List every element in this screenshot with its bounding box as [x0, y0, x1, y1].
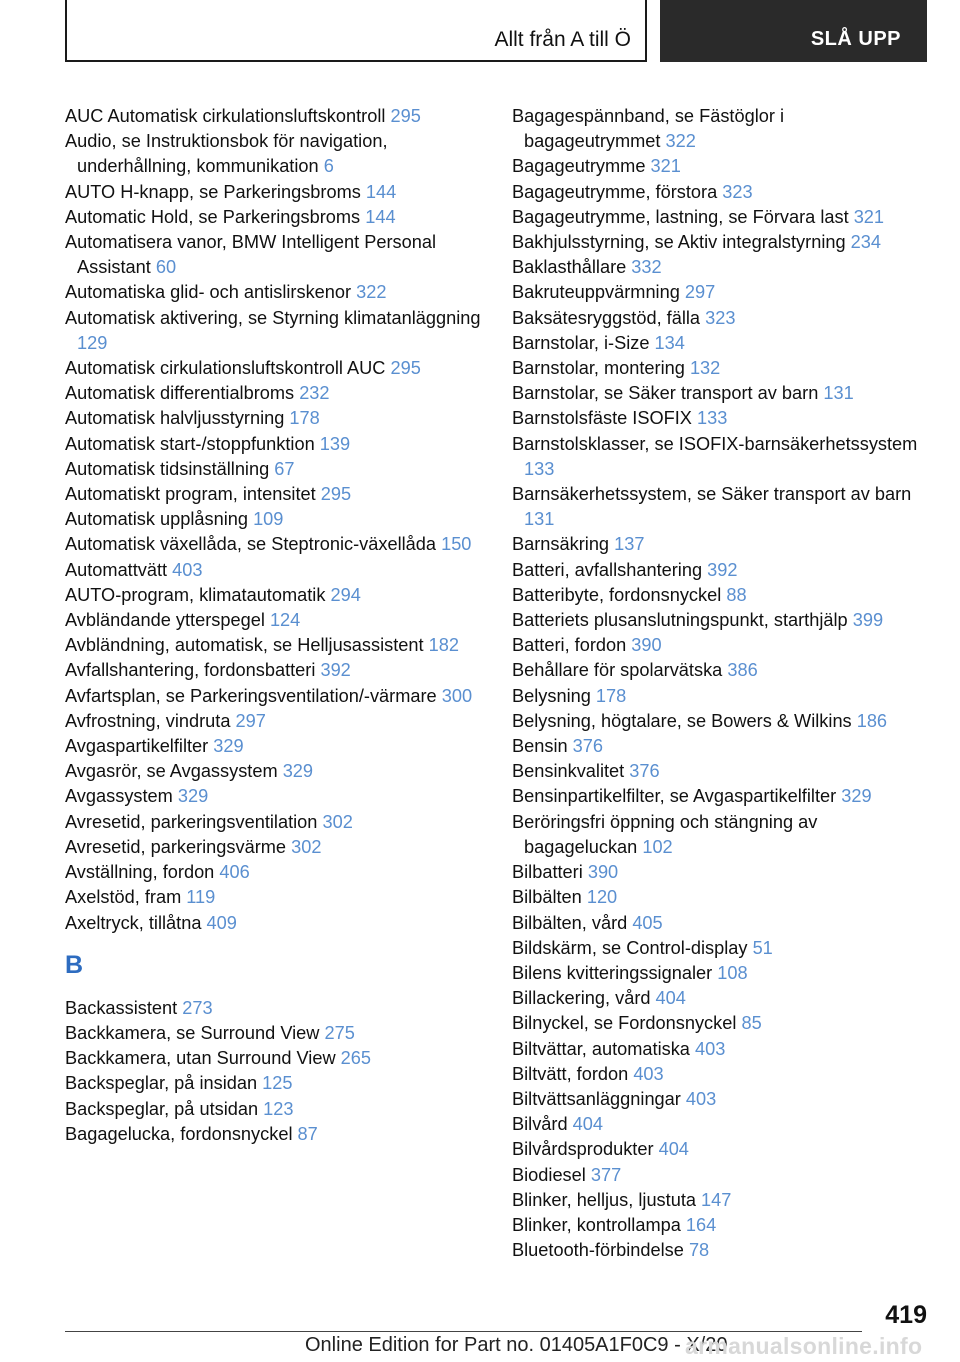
page-reference-link[interactable]: 321	[650, 156, 681, 177]
index-entry-text: Automatisk start-/stoppfunktion	[65, 433, 320, 454]
index-entry-text: Barnstolsklasser, se ISOFIX-barnsäkerhetssystem	[512, 433, 918, 454]
page-reference-link[interactable]: 131	[823, 383, 854, 404]
index-entry-text: Bilvård	[512, 1114, 573, 1135]
page-reference-link[interactable]: 297	[235, 710, 266, 731]
index-entry-text: Automatisk tidsinställning	[65, 458, 275, 479]
page-reference-link[interactable]: 51	[752, 937, 773, 958]
index-entry-text: AUTO H-knapp, se Parkeringsbroms	[65, 181, 366, 202]
page-reference-link[interactable]: 392	[707, 559, 738, 580]
index-entry-text: Bagageutrymme, lastning, se Förvara last	[512, 206, 854, 227]
index-entry-text: Avfallshantering, fordonsbatteri	[65, 660, 321, 681]
index-entry-text: Avfrostning, vindruta	[65, 710, 236, 731]
index-entry	[512, 684, 922, 709]
index-entry	[65, 406, 485, 431]
index-entry-text: Bensinpartikelfilter, se Avgaspartikelfilter	[512, 786, 842, 807]
index-entry	[65, 1046, 485, 1071]
page-reference-link[interactable]: 265	[340, 1048, 372, 1069]
index-entry	[512, 205, 922, 230]
index-entry-text: Bensin	[512, 736, 573, 757]
index-entry	[65, 180, 485, 205]
index-entry-text: Barnsäkring	[512, 534, 615, 555]
index-entry-text: Automattvätt	[65, 559, 173, 580]
page-reference-link[interactable]: 409	[206, 912, 237, 933]
page-reference-link[interactable]: 139	[319, 433, 351, 454]
index-entry-text: Bilnyckel, se Fordonsnyckel	[512, 1013, 742, 1034]
page-reference-link[interactable]: 108	[717, 962, 748, 983]
index-entry-text: Baklasthållare	[512, 257, 632, 278]
index-entry	[512, 356, 922, 381]
index-entry-text: Automatisk halvljusstyrning	[65, 408, 290, 429]
page-reference-link[interactable]: 390	[631, 635, 662, 656]
page-reference-link[interactable]: 406	[219, 862, 250, 883]
index-entry-text: Automatisk differentialbroms	[65, 383, 300, 404]
page-reference-link[interactable]: 302	[291, 836, 322, 857]
index-entry-text: Bilbälten, vård	[512, 912, 633, 933]
page-reference-link[interactable]: 297	[684, 282, 716, 303]
index-entry-text: Bagageutrymme, förstora	[512, 181, 723, 202]
page-reference-link[interactable]: 323	[705, 307, 736, 328]
index-entry	[512, 709, 922, 734]
index-entry	[512, 1213, 922, 1238]
page-reference-link[interactable]: 144	[365, 181, 397, 202]
page-reference-link[interactable]: 186	[856, 710, 888, 731]
page-reference-link[interactable]: 78	[688, 1240, 710, 1261]
index-entry	[512, 885, 922, 910]
index-entry-text: Biodiesel	[512, 1164, 591, 1185]
index-entry	[512, 1112, 922, 1137]
page-reference-link[interactable]: 125	[262, 1073, 293, 1094]
page-reference-link[interactable]: 404	[658, 1139, 689, 1160]
index-entry-text: Automatiska glid- och antislirskenor	[65, 282, 357, 303]
index-entry-text: Avgaspartikelfilter	[65, 736, 214, 757]
page-reference-link[interactable]: 67	[274, 458, 295, 479]
footer-divider	[65, 1331, 862, 1332]
index-entry	[65, 306, 485, 356]
edition-text: Online Edition for Part no. 01405A1F0C9 - X/20	[305, 1334, 728, 1356]
index-entry-text: Behållare för spolarvätska	[512, 660, 728, 681]
page-reference-link[interactable]: 132	[689, 358, 721, 379]
index-entry-text: Barnstolsfäste ISOFIX	[512, 408, 697, 429]
index-entry-text: Baksätesryggstöd, fälla	[512, 307, 706, 328]
index-entry-text: Avresetid, parkeringsvärme	[65, 836, 292, 857]
index-entry	[512, 1062, 922, 1087]
index-entry	[65, 784, 485, 809]
index-entry-text: Biltvättsanläggningar	[512, 1088, 686, 1109]
page-reference-link[interactable]: 404	[572, 1114, 604, 1135]
index-entry-text: Backassistent	[65, 997, 183, 1018]
index-entry-text: Bakruteuppvärmning	[512, 282, 685, 303]
index-entry	[512, 911, 922, 936]
page-reference-link[interactable]: 102	[642, 836, 673, 857]
index-entry-text: Audio, se Instruktionsbok för navigation, underhållning, kommunikation	[65, 131, 388, 177]
index-entry	[65, 129, 485, 179]
index-entry	[512, 331, 922, 356]
index-entry	[512, 860, 922, 885]
page-reference-link[interactable]: 150	[441, 534, 472, 555]
page-reference-link[interactable]: 275	[324, 1022, 355, 1043]
index-entry-text: Axelstöd, fram	[65, 887, 187, 908]
index-entry-text: AUC Automatisk cirkulationsluftskontroll	[65, 106, 391, 126]
index-entry	[512, 532, 922, 557]
index-entry	[65, 860, 485, 885]
chapter-tab[interactable]	[65, 0, 647, 62]
index-entry-text: AUTO-program, klimatautomatik	[65, 584, 331, 605]
index-entry	[65, 1021, 485, 1046]
index-entry-text: Bilvårdsprodukter	[512, 1139, 659, 1160]
index-entry-text: Backkamera, utan Surround View	[65, 1048, 341, 1069]
page-reference-link[interactable]: 376	[572, 736, 604, 757]
page-reference-link[interactable]: 295	[320, 484, 352, 505]
index-column-right	[512, 104, 922, 1263]
page-reference-link[interactable]: 164	[685, 1214, 717, 1235]
page-reference-link[interactable]: 131	[524, 509, 555, 530]
page-reference-link[interactable]: 405	[632, 912, 663, 933]
index-column-left	[65, 104, 485, 1147]
page-reference-link[interactable]: 129	[77, 332, 108, 353]
section-letter-b: B	[65, 950, 84, 979]
page-reference-link[interactable]: 119	[186, 887, 216, 908]
page-reference-link[interactable]: 133	[524, 458, 555, 479]
page-reference-link[interactable]: 322	[665, 131, 696, 152]
index-entry-text: Billackering, vård	[512, 988, 656, 1009]
page-reference-link[interactable]: 60	[155, 257, 177, 278]
index-entry	[65, 532, 485, 557]
index-entry	[65, 658, 485, 683]
page-reference-link[interactable]: 134	[654, 332, 685, 353]
page-reference-link[interactable]: 399	[852, 610, 884, 631]
page-reference-link[interactable]: 300	[441, 685, 473, 706]
lookup-tab-label: SLÅ UPP	[810, 28, 901, 50]
index-entry-text: Batteribyte, fordonsnyckel	[512, 584, 727, 605]
index-entry	[512, 154, 922, 179]
index-entry-text: Automatisk upplåsning	[65, 509, 254, 530]
index-entry-text: Backkamera, se Surround View	[65, 1022, 325, 1043]
index-entry	[65, 356, 485, 381]
index-entry	[65, 885, 485, 910]
index-entry	[65, 205, 485, 230]
index-entry-text: Avbländning, automatisk, se Helljusassistent	[65, 635, 429, 656]
page-reference-link[interactable]: 329	[841, 786, 872, 807]
index-entry	[512, 255, 922, 280]
page-reference-link[interactable]: 123	[263, 1098, 294, 1119]
page-reference-link[interactable]: 133	[696, 408, 728, 429]
index-entry	[65, 709, 485, 734]
index-entry	[65, 457, 485, 482]
index-entry	[65, 381, 485, 406]
index-entry	[512, 482, 922, 532]
index-entry-text: Backspeglar, på insidan	[65, 1073, 263, 1094]
index-entry-text: Bilens kvitteringssignaler	[512, 962, 718, 983]
index-entries-b	[65, 996, 485, 1147]
index-entry	[512, 1011, 922, 1036]
page-reference-link[interactable]: 147	[701, 1189, 732, 1210]
index-entry-text: Automatic Hold, se Parkeringsbroms	[65, 206, 366, 227]
index-entry-text: Bilbatteri	[512, 862, 588, 883]
watermark: armanualsonline.info	[685, 1333, 923, 1359]
index-entry	[65, 996, 485, 1021]
index-entry-text: Batteriets plusanslutningspunkt, starthjälp	[512, 610, 853, 631]
index-entry	[65, 633, 485, 658]
lookup-tab[interactable]	[660, 0, 927, 62]
index-entry-text: Barnstolar, se Säker transport av barn	[512, 383, 824, 404]
page-reference-link[interactable]: 232	[299, 383, 330, 404]
page-reference-link[interactable]: 403	[172, 559, 203, 580]
index-entry	[512, 1163, 922, 1188]
index-entry	[512, 180, 922, 205]
index-entry-text: Batteri, fordon	[512, 635, 632, 656]
index-entry-text: Beröringsfri öppning och stängning av bagageluckan	[512, 811, 818, 857]
index-entry	[65, 911, 485, 936]
page-reference-link[interactable]: 403	[685, 1088, 717, 1109]
index-entry-text: Bagagespännband, se Fästöglor i bagageutrymmet	[512, 106, 784, 152]
page-reference-link[interactable]: 234	[850, 232, 882, 253]
index-entry	[512, 1188, 922, 1213]
index-entry	[512, 1137, 922, 1162]
index-entry	[65, 684, 485, 709]
index-entry-text: Avgasrör, se Avgassystem	[65, 761, 283, 782]
index-entry-text: Avbländande ytterspegel	[65, 610, 270, 631]
page-reference-link[interactable]: 6	[323, 156, 334, 177]
index-entry-text: Bilbälten	[512, 887, 587, 908]
page-reference-link[interactable]: 144	[365, 206, 396, 227]
index-entry-text: Bluetooth-förbindelse	[512, 1240, 689, 1261]
index-entry	[65, 230, 485, 280]
page-reference-link[interactable]: 85	[741, 1013, 762, 1034]
index-entry-text: Blinker, kontrollampa	[512, 1214, 686, 1235]
index-entry-text: Automatisera vanor, BMW Intelligent Personal Assistant	[65, 232, 436, 278]
index-entry-text: Automatiskt program, intensitet	[65, 484, 321, 505]
index-entry-text: Avgassystem	[65, 786, 178, 807]
index-entry	[65, 280, 485, 305]
index-entry-text: Blinker, helljus, ljustuta	[512, 1189, 702, 1210]
index-entry-text: Belysning, högtalare, se Bowers & Wilkins	[512, 710, 857, 731]
index-entry	[512, 230, 922, 255]
index-entry-text: Backspeglar, på utsidan	[65, 1098, 264, 1119]
index-entry-text: Avresetid, parkeringsventilation	[65, 811, 323, 832]
index-entry-text: Barnstolar, montering	[512, 358, 690, 379]
index-entry-text: Avfartsplan, se Parkeringsventilation/-värmare	[65, 685, 442, 706]
index-entry	[512, 810, 922, 860]
index-entry	[65, 1122, 485, 1147]
index-entry	[512, 306, 922, 331]
index-entry-text: Automatisk aktivering, se Styrning klimatanläggning	[65, 307, 481, 328]
index-entry	[65, 583, 485, 608]
index-entry	[512, 608, 922, 633]
index-entry	[512, 381, 922, 406]
page-reference-link[interactable]: 295	[390, 358, 421, 379]
page-reference-link[interactable]: 87	[297, 1123, 318, 1144]
index-entry	[65, 482, 485, 507]
index-entry	[65, 810, 485, 835]
index-entry	[512, 583, 922, 608]
index-entry	[512, 961, 922, 986]
index-entry	[512, 280, 922, 305]
page-reference-link[interactable]: 404	[655, 988, 686, 1009]
page-reference-link[interactable]: 109	[253, 509, 284, 530]
page-reference-link[interactable]: 302	[322, 811, 353, 832]
chapter-tab-label: Allt från A till Ö	[494, 28, 631, 51]
index-entry-text: Bagageutrymme	[512, 156, 651, 177]
index-entry-text: Automatisk cirkulationsluftskontroll AUC	[65, 358, 391, 379]
index-entry-text: Biltvättar, automatiska	[512, 1038, 695, 1059]
page-reference-link[interactable]: 329	[213, 736, 244, 757]
page-reference-link[interactable]: 294	[330, 584, 361, 605]
index-entry-text: Automatisk växellåda, se Steptronic-växellåda	[65, 534, 442, 555]
page-reference-link[interactable]: 124	[269, 610, 301, 631]
index-entry	[512, 759, 922, 784]
index-entry	[65, 835, 485, 860]
page-reference-link[interactable]: 137	[614, 534, 645, 555]
index-entry-text: Biltvätt, fordon	[512, 1063, 634, 1084]
page-reference-link[interactable]: 329	[282, 761, 314, 782]
index-entry	[512, 432, 922, 482]
index-entry	[512, 986, 922, 1011]
page-reference-link[interactable]: 329	[177, 786, 209, 807]
page-reference-link[interactable]: 182	[428, 635, 459, 656]
index-entry-text: Axeltryck, tillåtna	[65, 912, 207, 933]
index-entry	[65, 432, 485, 457]
page-reference-link[interactable]: 332	[631, 257, 662, 278]
page-reference-link[interactable]: 88	[726, 584, 747, 605]
index-entry	[512, 104, 922, 154]
page-reference-link[interactable]: 390	[587, 862, 619, 883]
index-entry	[512, 784, 922, 809]
header-bar	[65, 0, 927, 63]
index-entry	[512, 633, 922, 658]
index-entry	[65, 1071, 485, 1096]
index-entry	[65, 104, 485, 129]
index-entry	[65, 759, 485, 784]
page-reference-link[interactable]: 392	[320, 660, 351, 681]
index-entry-text: Bildskärm, se Control-display	[512, 937, 753, 958]
index-entry	[512, 1037, 922, 1062]
index-entry	[512, 658, 922, 683]
page-reference-link[interactable]: 273	[182, 997, 213, 1018]
page-number: 419	[885, 1301, 927, 1329]
index-entry	[65, 608, 485, 633]
index-entry-text: Batteri, avfallshantering	[512, 559, 708, 580]
page-reference-link[interactable]: 323	[722, 181, 753, 202]
page-reference-link[interactable]: 403	[633, 1063, 664, 1084]
index-entry-text: Barnstolar, i-Size	[512, 332, 655, 353]
page-reference-link[interactable]: 377	[590, 1164, 622, 1185]
page-reference-link[interactable]: 178	[595, 685, 627, 706]
index-entry	[65, 558, 485, 583]
page-reference-link[interactable]: 295	[390, 106, 421, 126]
index-entries-a	[65, 104, 485, 936]
index-entry	[512, 558, 922, 583]
page-reference-link[interactable]: 376	[629, 761, 660, 782]
index-entry-text: Belysning	[512, 685, 596, 706]
index-entry-text: Bagagelucka, fordonsnyckel	[65, 1123, 298, 1144]
index-entries-right	[512, 104, 922, 1263]
index-entry-text: Avställning, fordon	[65, 862, 220, 883]
index-entry	[65, 507, 485, 532]
index-entry	[65, 734, 485, 759]
index-entry	[512, 406, 922, 431]
page-reference-link[interactable]: 322	[356, 282, 387, 303]
page-reference-link[interactable]: 120	[586, 887, 618, 908]
index-entry	[512, 1087, 922, 1112]
index-entry-text: Bakhjulsstyrning, se Aktiv integralstyrning	[512, 232, 851, 253]
index-entry-text: Bensinkvalitet	[512, 761, 630, 782]
index-entry	[512, 734, 922, 759]
page-reference-link[interactable]: 321	[853, 206, 885, 227]
page-reference-link[interactable]: 386	[727, 660, 758, 681]
page-reference-link[interactable]: 178	[289, 408, 320, 429]
index-entry-text: Barnsäkerhetssystem, se Säker transport av barn	[512, 484, 912, 505]
index-entry	[65, 1097, 485, 1122]
page-reference-link[interactable]: 403	[694, 1038, 726, 1059]
index-entry	[512, 936, 922, 961]
index-entry	[512, 1238, 922, 1263]
